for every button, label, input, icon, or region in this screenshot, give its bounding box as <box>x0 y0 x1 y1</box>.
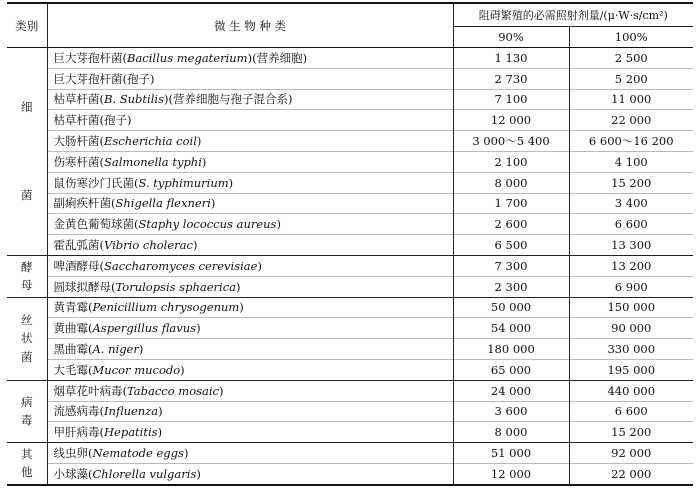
dose-90-cell: 12 000 <box>453 463 569 484</box>
organism-cell <box>47 68 453 89</box>
organism-name-cn: 甲肝病毒( <box>53 425 104 440</box>
table-row <box>7 463 693 484</box>
table-row <box>7 131 693 152</box>
header-organism: 微 生 物 种 类 <box>47 3 453 48</box>
category-char: 他 <box>21 465 33 480</box>
organism-name-tail: ) <box>158 404 163 419</box>
organism-cell <box>47 172 453 193</box>
dose-100-cell: 22 000 <box>569 463 693 484</box>
header-category: 类别 <box>7 3 47 48</box>
category-char: 状 <box>21 331 33 346</box>
organism-name-cn: 小球藻( <box>53 466 93 481</box>
organism-name-cn: 枯草杆菌(孢子) <box>53 113 132 128</box>
dose-90-cell: 8 000 <box>453 172 569 193</box>
dose-100-cell: 4 100 <box>569 151 693 172</box>
table-row <box>7 68 693 89</box>
organism-cell <box>47 463 453 484</box>
organism-cell <box>47 193 453 214</box>
organism-name-latin: Mucor mucodo <box>92 362 181 377</box>
organism-name-cn: 伤寒杆菌( <box>53 154 104 169</box>
category-char: 丝 <box>21 313 33 328</box>
dose-100-cell: 13 200 <box>569 255 693 276</box>
dose-90-cell: 2 100 <box>453 151 569 172</box>
dose-100-cell: 6 600～16 200 <box>569 131 693 152</box>
dose-90-cell: 3 600 <box>453 401 569 422</box>
dose-100-cell: 2 500 <box>569 48 693 69</box>
table-row <box>7 255 693 276</box>
organism-cell <box>47 131 453 152</box>
organism-name-latin: Influenza <box>104 404 159 419</box>
table-row <box>7 276 693 297</box>
organism-name-latin: Vibrio cholerac <box>104 238 193 253</box>
dose-90-cell: 12 000 <box>453 110 569 131</box>
table-row <box>7 401 693 422</box>
category-char: 病 <box>21 395 33 410</box>
table-row <box>7 443 693 464</box>
organism-name-latin: Penicillium chrysogenum <box>92 300 240 315</box>
organism-cell <box>47 214 453 235</box>
category-char: 其 <box>21 447 33 462</box>
organism-name-latin: Aspergillus flavus <box>92 321 197 336</box>
organism-name-tail: )(营养细胞与孢子混合系) <box>163 92 293 107</box>
organism-cell <box>47 48 453 69</box>
dose-90-cell: 65 000 <box>453 359 569 380</box>
dose-100-cell: 6 900 <box>569 276 693 297</box>
dose-90-cell: 51 000 <box>453 443 569 464</box>
table-row <box>7 214 693 235</box>
organism-name-tail: ) <box>196 321 201 336</box>
organism-cell <box>47 318 453 339</box>
table-row <box>7 89 693 110</box>
organism-name-cn: 啤酒酵母( <box>53 258 104 273</box>
organism-name-cn: 圆球拟酵母( <box>53 279 116 294</box>
organism-name-tail: ) <box>228 175 234 190</box>
organism-name-cn: 鼠伤寒沙门氏菌( <box>53 175 139 190</box>
organism-cell <box>47 422 453 443</box>
organism-name-latin: Torulopsis sphaerica <box>115 279 237 294</box>
dose-100-cell: 195 000 <box>569 359 693 380</box>
category-char: 毒 <box>21 413 33 428</box>
category-char: 菌 <box>21 188 33 203</box>
organism-cell <box>47 110 453 131</box>
organism-name-latin: Saccharomyces cerevisiae <box>104 258 258 273</box>
organism-name-cn: 流感病毒( <box>53 404 104 419</box>
table-row <box>7 110 693 131</box>
organism-name-tail: ) <box>180 362 185 377</box>
dose-100-cell: 11 000 <box>569 89 693 110</box>
table-row <box>7 339 693 360</box>
table-row <box>7 48 693 69</box>
dose-90-cell: 2 300 <box>453 276 569 297</box>
organism-name-cn: 线虫卵( <box>53 446 93 461</box>
dose-100-cell: 5 200 <box>569 68 693 89</box>
organism-name-cn: 巨大芽孢杆菌( <box>53 50 127 65</box>
dose-100-cell: 440 000 <box>569 380 693 401</box>
organism-cell <box>47 235 453 256</box>
organism-name-tail: ) <box>257 258 262 273</box>
dose-90-cell: 7 100 <box>453 89 569 110</box>
category-cell <box>7 297 47 380</box>
dose-90-cell: 2 600 <box>453 214 569 235</box>
organism-name-cn: 黑曲霉( <box>53 342 93 357</box>
category-cell <box>7 255 47 297</box>
category-cell <box>7 443 47 485</box>
dose-90-cell: 50 000 <box>453 297 569 318</box>
organism-cell <box>47 359 453 380</box>
organism-name-latin: A. niger <box>92 342 139 357</box>
dose-100-cell: 6 600 <box>569 401 693 422</box>
organism-name-latin: Bacillus megaterium <box>127 50 248 65</box>
organism-name-cn: 黄曲霉( <box>53 321 93 336</box>
dose-90-cell: 8 000 <box>453 422 569 443</box>
table-row <box>7 422 693 443</box>
dose-90-cell: 54 000 <box>453 318 569 339</box>
table-row <box>7 151 693 172</box>
organism-name-cn: 副痢疾杆菌( <box>53 196 116 211</box>
dose-100-cell: 15 200 <box>569 172 693 193</box>
organism-cell <box>47 89 453 110</box>
dose-100-cell: 13 300 <box>569 235 693 256</box>
category-char: 母 <box>21 278 33 293</box>
table-row <box>7 359 693 380</box>
organism-name-tail: ) <box>219 383 224 398</box>
table-row <box>7 318 693 339</box>
dose-90-cell: 7 300 <box>453 255 569 276</box>
dose-90-cell: 24 000 <box>453 380 569 401</box>
organism-name-cn: 枯草杆菌( <box>53 92 104 107</box>
organism-name-tail: )(营养细胞) <box>247 50 308 65</box>
dose-90-cell: 3 000～5 400 <box>453 131 569 152</box>
organism-name-latin: B. Subtilis <box>104 92 164 107</box>
organism-name-cn: 大肠杆菌( <box>53 134 104 149</box>
category-char: 细 <box>21 100 33 115</box>
dose-100-cell: 150 000 <box>569 297 693 318</box>
organism-name-tail: ) <box>236 279 241 294</box>
table-row <box>7 193 693 214</box>
organism-name-tail: ) <box>239 300 244 315</box>
organism-cell <box>47 380 453 401</box>
organism-cell <box>47 297 453 318</box>
header-100: 100% <box>569 27 693 48</box>
dose-100-cell: 22 000 <box>569 110 693 131</box>
organism-name-cn: 大毛霉( <box>53 362 93 377</box>
organism-name-tail: ) <box>201 154 207 169</box>
organism-cell <box>47 443 453 464</box>
header-90: 90% <box>453 27 569 48</box>
organism-name-tail: ) <box>138 342 144 357</box>
organism-name-latin: Hepatitis <box>104 425 158 440</box>
organism-name-latin: Escherichia coil <box>104 134 197 149</box>
table-row <box>7 297 693 318</box>
organism-cell <box>47 276 453 297</box>
organism-name-tail: ) <box>192 238 198 253</box>
dose-100-cell: 330 000 <box>569 339 693 360</box>
organism-name-latin: S. typhimurium <box>138 175 229 190</box>
header-dose: 阻碍繁殖的必需照射剂量/(μ·W·s/cm²) <box>453 3 693 27</box>
dose-90-cell: 6 500 <box>453 235 569 256</box>
organism-name-tail: ) <box>276 217 281 232</box>
organism-name-cn: 巨大芽孢杆菌(孢子) <box>53 71 155 86</box>
category-char: 酵 <box>21 259 33 274</box>
category-cell <box>7 48 47 256</box>
organism-cell <box>47 255 453 276</box>
dose-100-cell: 3 400 <box>569 193 693 214</box>
organism-name-latin: Nematode eggs <box>92 446 184 461</box>
organism-name-cn: 黄青霉( <box>53 300 93 315</box>
organism-name-latin: Tabacco mosaic <box>127 383 220 398</box>
dose-100-cell: 15 200 <box>569 422 693 443</box>
organism-name-tail: ) <box>210 196 216 211</box>
dose-100-cell: 90 000 <box>569 318 693 339</box>
organism-name-latin: Staphy lococcus aureus <box>138 217 277 232</box>
organism-name-cn: 金黄色葡萄球菌( <box>53 217 139 232</box>
table-body <box>7 48 693 485</box>
organism-name-cn: 烟草花叶病毒( <box>53 383 127 398</box>
table-row <box>7 380 693 401</box>
table-row <box>7 172 693 193</box>
organism-cell <box>47 401 453 422</box>
organism-name-tail: ) <box>157 425 163 440</box>
organism-name-cn: 霍乱弧菌( <box>53 238 104 253</box>
dose-100-cell: 6 600 <box>569 214 693 235</box>
dose-90-cell: 180 000 <box>453 339 569 360</box>
organism-name-tail: ) <box>196 466 201 481</box>
organism-name-tail: ) <box>196 134 202 149</box>
organism-name-latin: Shigella flexneri <box>115 196 211 211</box>
dose-100-cell: 92 000 <box>569 443 693 464</box>
category-cell <box>7 380 47 442</box>
organism-name-latin: Chlorella vulgaris <box>92 466 197 481</box>
organism-cell <box>47 151 453 172</box>
organism-cell <box>47 339 453 360</box>
dose-90-cell: 1 130 <box>453 48 569 69</box>
dose-90-cell: 1 700 <box>453 193 569 214</box>
dose-90-cell: 2 730 <box>453 68 569 89</box>
organism-name-latin: Salmonella typhi <box>104 154 202 169</box>
table-row <box>7 235 693 256</box>
uv-dose-table <box>7 2 693 486</box>
category-char: 菌 <box>21 349 33 364</box>
organism-name-tail: ) <box>183 446 189 461</box>
